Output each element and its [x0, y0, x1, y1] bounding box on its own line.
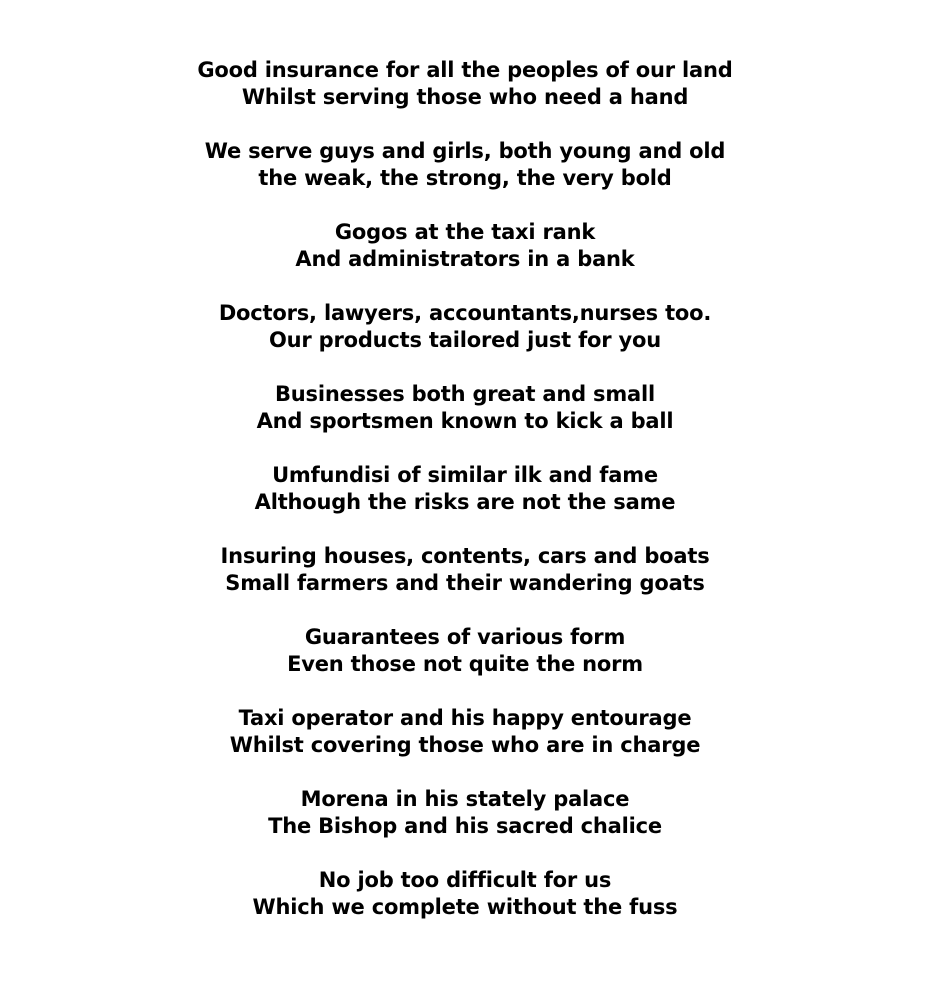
poem-line: Even those not quite the norm	[287, 652, 643, 676]
stanza-7	[0, 543, 930, 597]
poem-line: Gogos at the taxi rank	[334, 220, 596, 244]
poem-line: We serve guys and girls, both young and old	[204, 139, 726, 163]
poem-line: Whilst covering those who are in charge	[229, 733, 701, 757]
stanza-1	[0, 57, 930, 111]
poem	[0, 57, 930, 948]
poem-line: Insuring houses, contents, cars and boats	[220, 544, 710, 568]
poem-line: Although the risks are not the same	[254, 490, 676, 514]
poem-line: Businesses both great and small	[274, 382, 656, 406]
poem-line: Good insurance for all the peoples of our land	[197, 58, 733, 82]
poem-line: Taxi operator and his happy entourage	[238, 706, 692, 730]
poem-line: And administrators in a bank	[295, 247, 635, 271]
stanza-5	[0, 381, 930, 435]
poem-line: Whilst serving those who need a hand	[241, 85, 689, 109]
poem-line: Our products tailored just for you	[268, 328, 662, 352]
stanza-2	[0, 138, 930, 192]
poem-line: Which we complete without the fuss	[252, 895, 678, 919]
stanza-6	[0, 462, 930, 516]
poem-line: Umfundisi of similar ilk and fame	[272, 463, 658, 487]
poem-line: Small farmers and their wandering goats	[225, 571, 705, 595]
poem-line: Guarantees of various form	[304, 625, 626, 649]
poem-line: Morena in his stately palace	[300, 787, 630, 811]
poem-line: Doctors, lawyers, accountants,nurses too.	[218, 301, 712, 325]
stanza-3	[0, 219, 930, 273]
stanza-10	[0, 786, 930, 840]
poem-line: the weak, the strong, the very bold	[258, 166, 672, 190]
stanza-11	[0, 867, 930, 921]
poem-line: The Bishop and his sacred chalice	[268, 814, 662, 838]
poem-line: No job too difficult for us	[318, 868, 612, 892]
stanza-9	[0, 705, 930, 759]
stanza-8	[0, 624, 930, 678]
stanza-4	[0, 300, 930, 354]
poem-line: And sportsmen known to kick a ball	[256, 409, 674, 433]
